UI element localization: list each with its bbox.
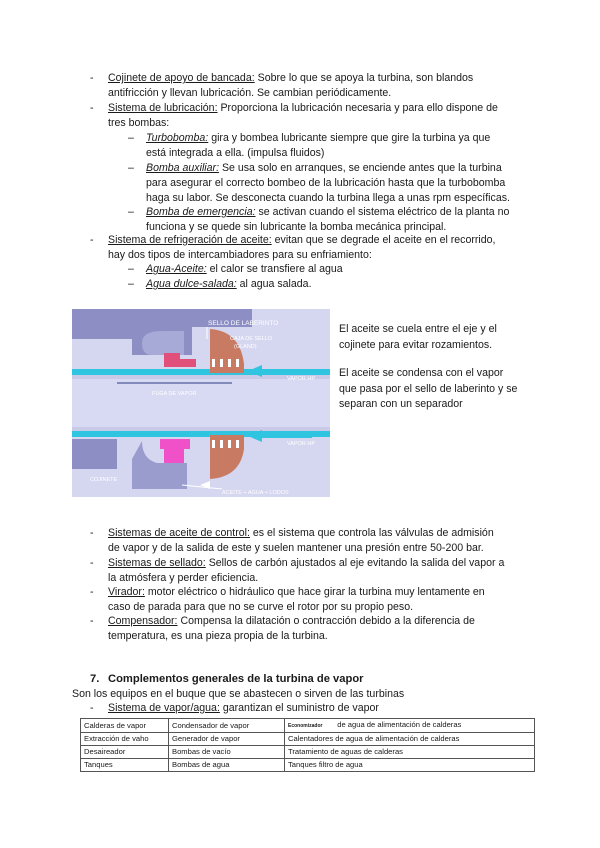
table-row — [81, 733, 535, 746]
bullet-vapor-agua — [108, 701, 379, 716]
bullet-sellado — [108, 556, 538, 586]
sub-bullet-text: gira y bombea lubricante siempre que gire la turbina ya que — [211, 132, 491, 144]
sub-bullet-text: el calor se transfiere al agua — [209, 263, 343, 275]
bullet-term: Sistemas de aceite de control: — [108, 527, 250, 539]
sub-bullet-term: Bomba de emergencia: — [146, 206, 256, 218]
bullet-dash: - — [90, 102, 94, 114]
section-title: Complementos generales de la turbina de vapor — [108, 673, 364, 685]
table-cell: Calentadores de agua de alimentación de calderas — [285, 733, 535, 746]
bullet-text: hay dos tipos de intercambiadores para su enfriamiento: — [108, 249, 372, 262]
table-row — [81, 759, 535, 772]
caption-line: El aceite se condensa con el vapor — [339, 367, 504, 379]
bullet-term: Compensador: — [108, 615, 178, 627]
table-row — [81, 746, 535, 759]
sub-bullet-dash: – — [128, 132, 134, 144]
bullet-term: Sistema de vapor/agua: — [108, 702, 220, 714]
table-cell: Bombas de vacío — [169, 746, 285, 759]
caption-line: que pasa por el sello de laberinto y se — [339, 382, 518, 395]
lower-casing — [72, 439, 117, 469]
sub-bullet-turbobomba — [146, 131, 536, 161]
caption-line: separan con un separador — [339, 398, 463, 410]
bullet-text: Sellos de carbón ajustados al eje evitando la salida del vapor a — [208, 557, 505, 569]
table-cell: Tanques — [81, 759, 169, 772]
sub-bullet-bomba-auxiliar — [146, 161, 546, 207]
sub-bullet-term: Agua dulce-salada: — [146, 278, 237, 290]
sub-bullet-dash: – — [128, 263, 134, 275]
label-vapor-hp-bottom: VAPOR HP — [287, 441, 316, 447]
bullet-term: Sistema de lubricación: — [108, 102, 218, 114]
table-cell: Extracción de vaho — [81, 733, 169, 746]
table-cell-rest: de agua de alimentación de calderas — [337, 720, 462, 729]
bullet-refrigeracion — [108, 233, 538, 263]
sub-bullet-dash: – — [128, 206, 134, 218]
seal-diagram-svg — [72, 309, 330, 497]
bullet-text: antifricción y llevan lubricación. Se cambian periódicamente. — [108, 87, 392, 100]
bullet-lubricacion — [108, 101, 538, 131]
figure-caption-1 — [339, 322, 539, 353]
bullet-text: evitan que se degrade el aceite en el recorrido, — [274, 234, 496, 246]
label-cojinete: COJINETE — [90, 477, 118, 483]
table-cell — [285, 719, 535, 733]
table-cell-small: Economizador — [288, 723, 323, 729]
bullet-dash: - — [90, 557, 94, 569]
figure-caption-2 — [339, 366, 549, 413]
sub-bullet-bomba-emergencia — [146, 205, 546, 235]
label-gland: (GLAND) — [234, 344, 257, 350]
table-cell: Desaireador — [81, 746, 169, 759]
table-cell: Generador de vapor — [169, 733, 285, 746]
sub-bullet-term: Bomba auxiliar: — [146, 162, 220, 174]
bearing-magenta-bottom — [160, 439, 190, 449]
sub-bullet-agua-aceite — [146, 262, 526, 277]
bullet-virador — [108, 585, 538, 615]
bullet-term: Sistemas de sellado: — [108, 557, 206, 569]
sub-bullet-term: Agua-Aceite: — [146, 263, 207, 275]
sub-bullet-agua-dulce-salada — [146, 277, 526, 292]
bullet-dash: - — [90, 527, 94, 539]
label-aceite-agua-lodos: ACEITE + AGUA + LODOS — [222, 490, 289, 496]
sub-bullet-text: se activan cuando el sistema eléctrico de la planta no — [258, 206, 510, 218]
sub-bullet-text: está integrada a ella. (impulsa fluidos) — [146, 147, 325, 160]
sub-bullet-dash: – — [128, 278, 134, 290]
bullet-dash: - — [90, 702, 94, 714]
sub-bullet-term: Turbobomba: — [146, 132, 209, 144]
bullet-text: la atmósfera y perder eficiencia. — [108, 572, 259, 585]
bullet-text: Proporciona la lubricación necesaria y para ello dispone de — [220, 102, 498, 114]
sub-bullet-text: Se usa solo en arranques, se enciende antes que la turbina — [221, 162, 502, 174]
bullet-text: es el sistema que controla las válvulas de admisión — [252, 527, 494, 539]
table-cell: Bombas de agua — [169, 759, 285, 772]
section-intro: Son los equipos en el buque que se abastecen o sirven de las turbinas — [72, 688, 405, 700]
caption-line: cojinete para evitar rozamientos. — [339, 338, 493, 351]
section-number: 7. — [90, 673, 100, 685]
table-cell: Tanques filtro de agua — [285, 759, 535, 772]
bullet-text: caso de parada para que no se curve el rotor por su propio peso. — [108, 601, 414, 614]
bullet-cojinete — [108, 71, 528, 101]
label-caja-sello: CAJA DE SELLO — [230, 336, 273, 342]
table-cell: Condensador de vapor — [169, 719, 285, 733]
bullet-text: Sobre lo que se apoya la turbina, son blandos — [257, 72, 474, 84]
bullet-compensador — [108, 614, 538, 644]
sub-bullet-text: para asegurar el correcto bombeo de la lubricación hasta que la turbobomba — [146, 177, 506, 190]
sub-bullet-text: haga su labor. Se desconecta cuando la turbina llega a unas rpm específicas. — [146, 192, 510, 205]
table-cell: Calderas de vapor — [81, 719, 169, 733]
bullet-text: garantizan el suministro de vapor — [222, 702, 379, 714]
sub-bullet-text: funciona y se quede sin lubricante la bomba mecánica principal. — [146, 221, 447, 234]
bullet-term: Cojinete de apoyo de bancada: — [108, 72, 255, 84]
bullet-dash: - — [90, 72, 94, 84]
seal-diagram — [72, 309, 330, 497]
sub-bullet-dash: – — [128, 162, 134, 174]
bullet-dash: - — [90, 615, 94, 627]
bullet-text: de vapor y de la salida de este y suelen mantener una presión entre 50-200 bar. — [108, 542, 484, 555]
upper-casing-hook — [142, 331, 184, 355]
bullet-term: Virador: — [108, 586, 145, 598]
bullet-aceite-control — [108, 526, 538, 556]
bullet-dash: - — [90, 586, 94, 598]
bullet-dash: - — [90, 234, 94, 246]
bullet-text: Compensa la dilatación o contracción debido a la diferencia de — [180, 615, 475, 627]
bullet-text: temperatura, es una pieza propia de la turbina. — [108, 630, 328, 643]
equipment-table — [80, 718, 535, 772]
caption-line: El aceite se cuela entre el eje y el — [339, 323, 497, 335]
table-cell: Tratamiento de aguas de calderas — [285, 746, 535, 759]
label-vapor-hp-top: VAPOR HP — [287, 376, 316, 382]
bullet-text: motor eléctrico o hidráulico que hace girar la turbina muy lentamente en — [147, 586, 485, 598]
bullet-term: Sistema de refrigeración de aceite: — [108, 234, 272, 246]
label-fuga-vapor: FUGA DE VAPOR — [152, 391, 197, 397]
label-sello-laberinto: SELLO DE LABERINTO — [208, 320, 279, 327]
sub-bullet-text: al agua salada. — [239, 278, 312, 290]
bullet-text: tres bombas: — [108, 117, 170, 130]
table-row — [81, 719, 535, 733]
